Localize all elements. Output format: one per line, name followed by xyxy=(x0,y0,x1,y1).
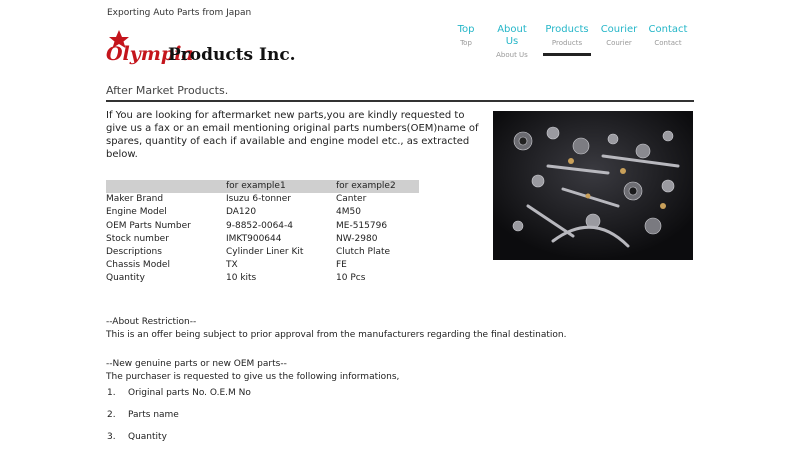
list-text: Parts name xyxy=(128,410,179,420)
list-item xyxy=(107,410,179,420)
table-cell: 9-8852-0064-4 xyxy=(226,220,294,231)
table-cell: Chassis Model xyxy=(106,260,170,271)
nav-contact-label: Contact xyxy=(648,24,688,35)
nav-top-label: Top xyxy=(457,24,475,35)
nav-courier-label: Courier xyxy=(600,24,638,35)
nav-products[interactable] xyxy=(543,24,591,48)
table-cell: Maker Brand xyxy=(106,194,164,205)
list-number: 1. xyxy=(107,388,116,398)
nav-about-us[interactable] xyxy=(490,24,534,60)
genuine-heading: --New genuine parts or new OEM parts-- xyxy=(106,359,287,369)
nav-contact[interactable] xyxy=(648,24,688,48)
parts-example-table xyxy=(106,180,419,286)
table-cell: Descriptions xyxy=(106,246,162,257)
nav-courier[interactable] xyxy=(599,24,639,48)
list-item xyxy=(107,388,251,398)
list-number: 3. xyxy=(107,432,116,442)
table-row xyxy=(106,206,419,219)
table-cell: ME-515796 xyxy=(336,220,388,231)
logo-olympia: Olympia xyxy=(106,43,194,65)
list-item xyxy=(107,432,167,442)
table-cell: IMKT900644 xyxy=(226,233,282,244)
nav-products-sub: Products xyxy=(551,39,583,47)
table-row xyxy=(106,233,419,246)
table-cell: OEM Parts Number xyxy=(106,220,191,231)
table-cell: DA120 xyxy=(226,207,257,218)
auto-parts-photo xyxy=(493,111,693,260)
logo-rest: Products Inc. xyxy=(168,45,296,65)
table-header-cell: for example1 xyxy=(226,181,286,191)
restriction-heading: --About Restriction-- xyxy=(106,317,197,327)
table-cell: Stock number xyxy=(106,233,169,244)
genuine-text: The purchaser is requested to give us the following informations, xyxy=(106,372,400,382)
table-header-row xyxy=(106,180,419,193)
table-row xyxy=(106,259,419,272)
table-cell: Canter xyxy=(336,194,367,205)
company-logo[interactable] xyxy=(106,30,296,66)
table-cell: 10 kits xyxy=(226,273,257,284)
list-number: 2. xyxy=(107,410,116,420)
table-row xyxy=(106,272,419,285)
nav-products-label: Products xyxy=(545,24,589,35)
restriction-text: This is an offer being subject to prior approval from the manufacturers regarding the final destination. xyxy=(106,330,567,340)
nav-about-sub: About Us xyxy=(496,51,528,59)
restriction-section xyxy=(106,316,566,342)
nav-top-sub: Top xyxy=(460,39,472,47)
tagline: Exporting Auto Parts from Japan xyxy=(107,8,252,18)
nav-about-label: About Us xyxy=(497,24,527,47)
table-cell: 4M50 xyxy=(336,207,361,218)
table-row xyxy=(106,220,419,233)
table-row xyxy=(106,193,419,206)
table-cell: 10 Pcs xyxy=(336,273,366,284)
intro-text: If You are looking for aftermarket new parts,you are kindly requested to give us a fax or an email mentioning original parts numbers(OEM)name of spares, quantity of each if available and engine model etc., as extracted below. xyxy=(106,110,479,160)
table-cell: Engine Model xyxy=(106,207,167,218)
table-cell: TX xyxy=(226,260,238,271)
nav-contact-sub: Contact xyxy=(654,39,682,47)
list-text: Original parts No. O.E.M No xyxy=(128,388,251,398)
table-cell: Cylinder Liner Kit xyxy=(226,246,304,257)
page-title: After Market Products. xyxy=(106,84,229,97)
table-cell: Quantity xyxy=(106,273,145,284)
list-text: Quantity xyxy=(128,432,167,442)
table-cell: FE xyxy=(336,260,347,271)
table-row xyxy=(106,246,419,259)
table-header-cell: for example2 xyxy=(336,181,396,191)
nav-courier-sub: Courier xyxy=(606,39,632,47)
table-cell: Isuzu 6-tonner xyxy=(226,194,291,205)
genuine-section xyxy=(106,358,399,384)
table-cell: Clutch Plate xyxy=(336,246,391,257)
main-nav xyxy=(446,24,696,59)
table-cell: NW-2980 xyxy=(336,233,378,244)
nav-top[interactable] xyxy=(446,24,486,48)
title-divider xyxy=(106,100,694,102)
